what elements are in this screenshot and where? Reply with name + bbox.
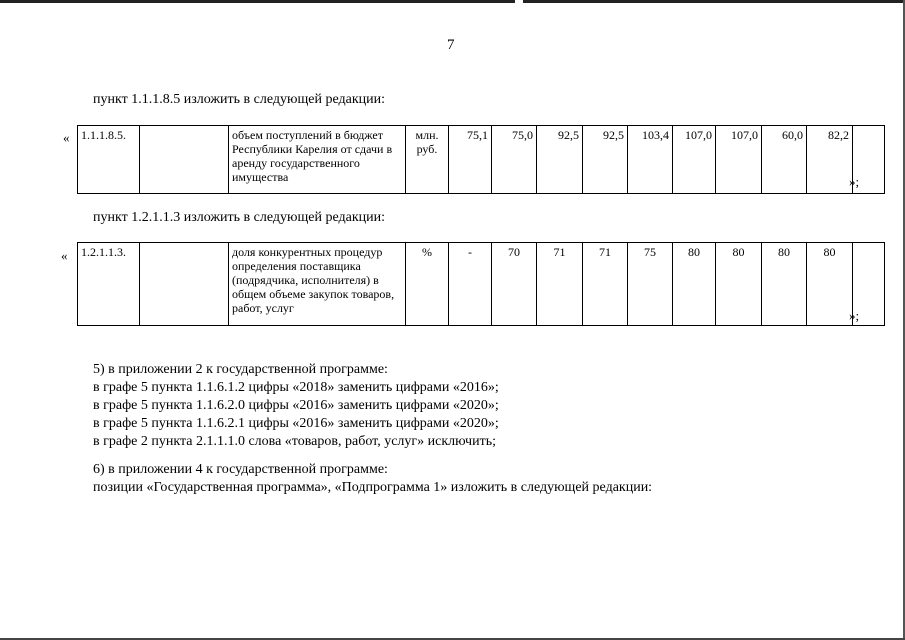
row-value: 71 — [537, 243, 583, 326]
row-value: 80 — [762, 243, 807, 326]
row-unit: млн. руб. — [406, 126, 449, 194]
paragraph-line: в графе 5 пункта 1.1.6.2.1 цифры «2016» заменить цифрами «2020»; — [93, 416, 499, 431]
paragraph-line: в графе 5 пункта 1.1.6.2.0 цифры «2016» заменить цифрами «2020»; — [93, 398, 499, 413]
paragraph-5 — [93, 361, 499, 451]
table-row — [78, 126, 885, 194]
section2-table — [77, 242, 885, 326]
row-value: 107,0 — [716, 126, 762, 194]
row-value: 107,0 — [673, 126, 716, 194]
section1-open-quote: « — [63, 130, 70, 145]
paragraph-6 — [93, 461, 652, 497]
section1-instruction: пункт 1.1.1.8.5 изложить в следующей редакции: — [93, 92, 385, 107]
row-value: 70 — [492, 243, 537, 326]
row-value: 80 — [716, 243, 762, 326]
row-value: 92,5 — [583, 126, 628, 194]
row-value: 60,0 — [762, 126, 807, 194]
row-unit: % — [406, 243, 449, 326]
paragraph-line: 6) в приложении 4 к государственной программе: — [93, 462, 388, 477]
row-value: 71 — [583, 243, 628, 326]
paragraph-line: позиции «Государственная программа», «Подпрограмма 1» изложить в следующей редакции: — [93, 480, 653, 495]
row-code: 1.1.1.8.5. — [78, 126, 140, 194]
row-value: 80 — [807, 243, 853, 326]
row-value: 103,4 — [628, 126, 673, 194]
row-value: 92,5 — [537, 126, 583, 194]
row-value: 80 — [673, 243, 716, 326]
scan-edge-gap — [515, 0, 523, 3]
row-code: 1.2.1.1.3. — [78, 243, 140, 326]
row-description: доля конкурентных процедур определения поставщика (подрядчика, исполнителя) в общем объеме закупок товаров, работ, услуг — [229, 243, 406, 326]
paragraph-line: в графе 2 пункта 2.1.1.1.0 слова «товаров, работ, услуг» исключить; — [93, 434, 496, 449]
section2-instruction: пункт 1.2.1.1.3 изложить в следующей редакции: — [93, 210, 385, 225]
section2-close-quote: »; — [849, 308, 860, 323]
row-value: 82,2 — [807, 126, 853, 194]
section2-open-quote: « — [61, 248, 68, 263]
row-value: - — [449, 243, 492, 326]
scan-edge-top — [0, 0, 905, 3]
row-value: 75 — [628, 243, 673, 326]
page-number: 7 — [447, 37, 455, 53]
paragraph-line: 5) в приложении 2 к государственной программе: — [93, 362, 388, 377]
row-value: 75,1 — [449, 126, 492, 194]
row-blank — [140, 126, 229, 194]
row-description: объем поступлений в бюджет Республики Карелия от сдачи в аренду государственного имущества — [229, 126, 406, 194]
section1-table — [77, 125, 885, 194]
row-blank — [140, 243, 229, 326]
paragraph-line: в графе 5 пункта 1.1.6.1.2 цифры «2018» заменить цифрами «2016»; — [93, 380, 499, 395]
section1-close-quote: »; — [849, 174, 860, 189]
table-row — [78, 243, 885, 326]
row-value: 75,0 — [492, 126, 537, 194]
